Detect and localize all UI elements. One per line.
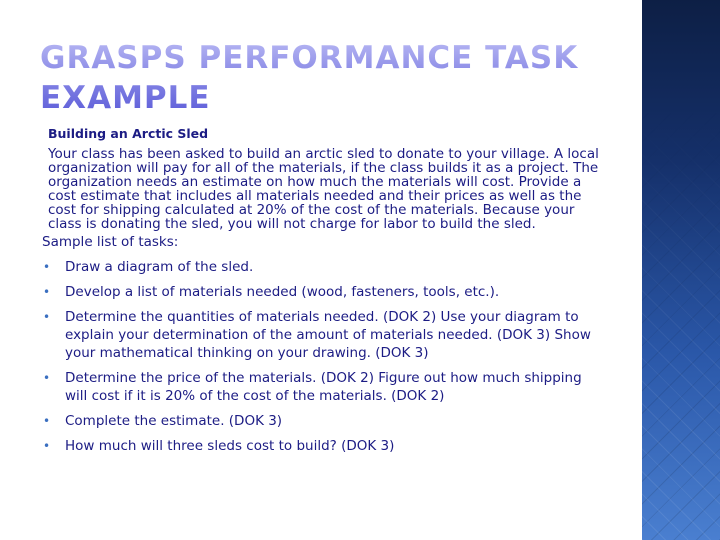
- list-item: • Develop a list of materials needed (wood, fasteners, tools, etc.).: [43, 284, 500, 300]
- list-item: • Draw a diagram of the sled.: [43, 259, 254, 275]
- slide-title: GRASPS PERFORMANCE TASK EXAMPLE: [40, 38, 600, 118]
- sample-tasks-label: Sample list of tasks:: [42, 234, 179, 250]
- bullet-icon: •: [43, 310, 51, 324]
- list-item: • Complete the estimate. (DOK 3): [43, 413, 283, 429]
- list-item: • Determine the price of the materials. (DOK 2) Figure out how much shipping will cost if it is 20% of the cost of the materials. (DOK 2): [43, 370, 582, 404]
- list-item: • Determine the quantities of materials needed. (DOK 2) Use your diagram to explain your determination of the amount of materials needed. (DOK 3) Show your mathematical thinking on your drawing. (DOK 3): [43, 309, 591, 361]
- task-list: [42, 258, 602, 455]
- task-heading: Building an Arctic Sled: [48, 126, 209, 141]
- bullet-icon: •: [43, 260, 51, 274]
- bullet-icon: •: [43, 414, 51, 428]
- task-description: Your class has been asked to build an arctic sled to donate to your village. A local organization will pay for all of the materials, if the class builds it as a project. The organization needs an estimate on how much the materials will cost. Provide a cost estimate that includes all materials needed and their prices as well as the cost for shipping calculated at 20% of the cost of the materials. Because your class is donating the sled, you will not charge for labor to build the sled.: [48, 146, 599, 232]
- slide-content: [42, 126, 602, 462]
- bullet-icon: •: [43, 371, 51, 385]
- list-item: • How much will three sleds cost to build? (DOK 3): [43, 438, 395, 454]
- bullet-icon: •: [43, 285, 51, 299]
- decorative-side-band: [642, 0, 720, 540]
- bullet-icon: •: [43, 439, 51, 453]
